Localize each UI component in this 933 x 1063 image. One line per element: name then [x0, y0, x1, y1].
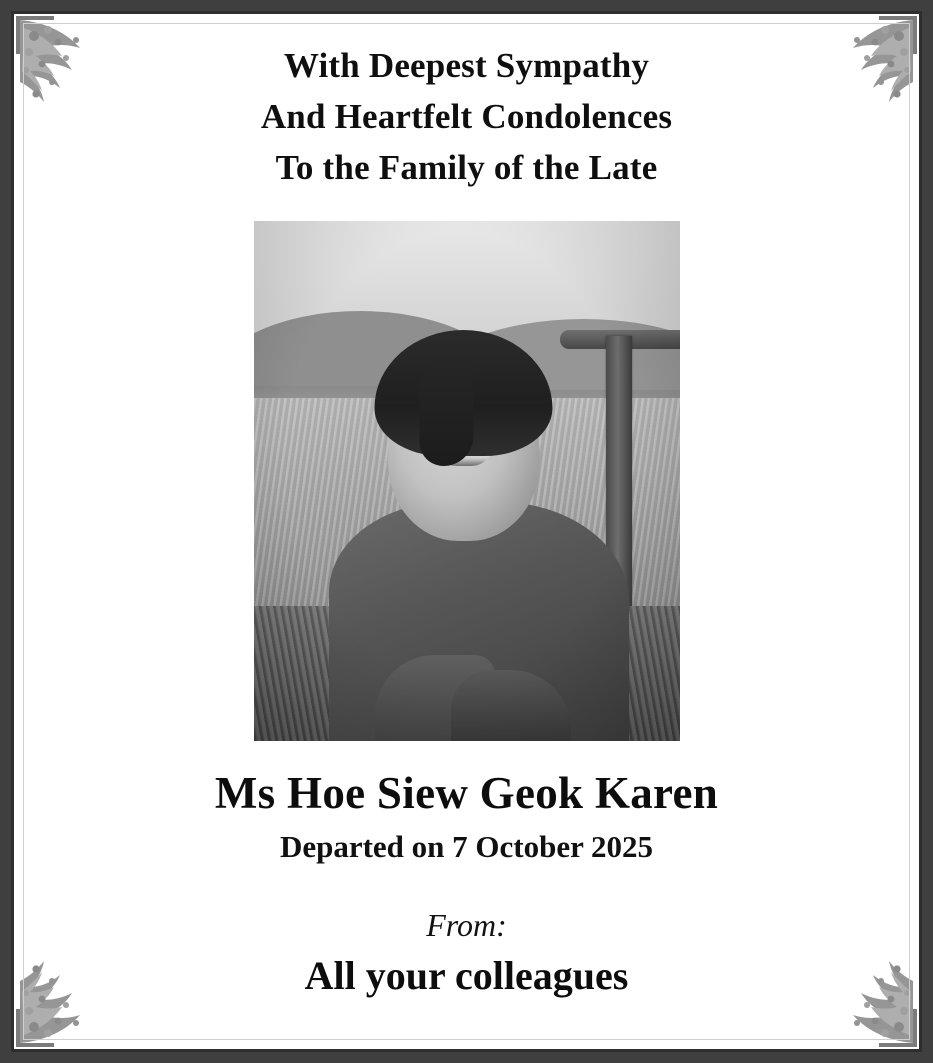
notice-content: [14, 14, 919, 999]
sympathy-heading-line-2: And Heartfelt Condolences: [260, 97, 673, 137]
from-label: From:: [426, 907, 507, 944]
from-name: All your colleagues: [304, 953, 629, 999]
photo-vignette: [254, 221, 680, 741]
portrait-of-deceased: [254, 221, 680, 741]
departed-date: Departed on 7 October 2025: [279, 829, 654, 865]
notice-inner-border: [11, 11, 922, 1052]
sympathy-heading-line-3: To the Family of the Late: [275, 148, 658, 188]
sympathy-heading: [74, 40, 859, 193]
deceased-name: Ms Hoe Siew Geok Karen: [214, 768, 719, 819]
sympathy-heading-line-1: With Deepest Sympathy: [283, 46, 650, 85]
